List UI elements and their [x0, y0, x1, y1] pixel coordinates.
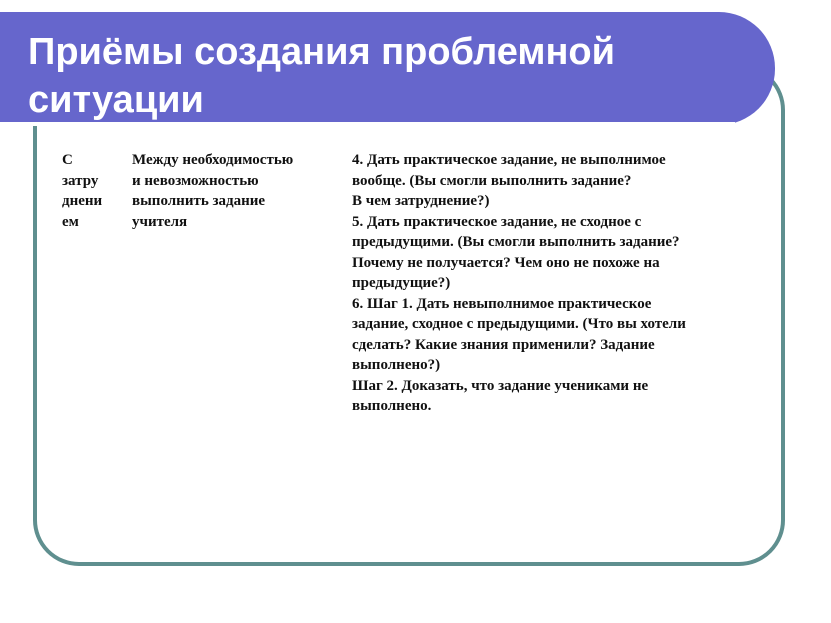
title-banner: [0, 12, 775, 125]
slide-title-line-1: Приёмы создания проблемной: [28, 31, 615, 73]
technique-line: 5. Дать практическое задание, не сходное с: [352, 213, 642, 230]
technique-line: 6. Шаг 1. Дать невыполнимое практическое: [352, 295, 652, 312]
category-line: ем: [62, 213, 79, 230]
technique-line: сделать? Какие знания применили? Задание: [352, 336, 655, 353]
description-line: и невозможностью: [132, 172, 259, 189]
table-cell-techniques: [352, 150, 782, 417]
category-line: затру: [62, 172, 99, 189]
description-line: выполнить задание: [132, 193, 266, 209]
table-cell-category: [62, 150, 124, 232]
technique-line: предыдущими. (Вы смогли выполнить задание?: [352, 234, 680, 250]
technique-line: Почему не получается? Чем оно не похоже на: [352, 254, 660, 271]
slide-title-line-2: ситуации: [28, 79, 204, 121]
technique-line: 4. Дать практическое задание, не выполнимое: [352, 152, 666, 168]
technique-line: вообще. (Вы смогли выполнить задание?: [352, 172, 632, 189]
technique-line: В чем затруднение?): [352, 193, 490, 209]
technique-line: выполнено?): [352, 357, 441, 373]
technique-line: задание, сходное с предыдущими. (Что вы хотели: [352, 316, 686, 332]
description-line: Между необходимостью: [132, 152, 294, 168]
technique-line: предыдущие?): [352, 275, 451, 291]
technique-line: Шаг 2. Доказать, что задание учениками не: [352, 377, 649, 394]
description-line: учителя: [132, 213, 188, 230]
title-underline: [0, 122, 735, 126]
slide-title: [28, 28, 615, 124]
category-line: днени: [62, 193, 103, 209]
table-cell-description: [132, 150, 347, 232]
category-line: С: [62, 152, 73, 168]
technique-line: выполнено.: [352, 398, 432, 414]
